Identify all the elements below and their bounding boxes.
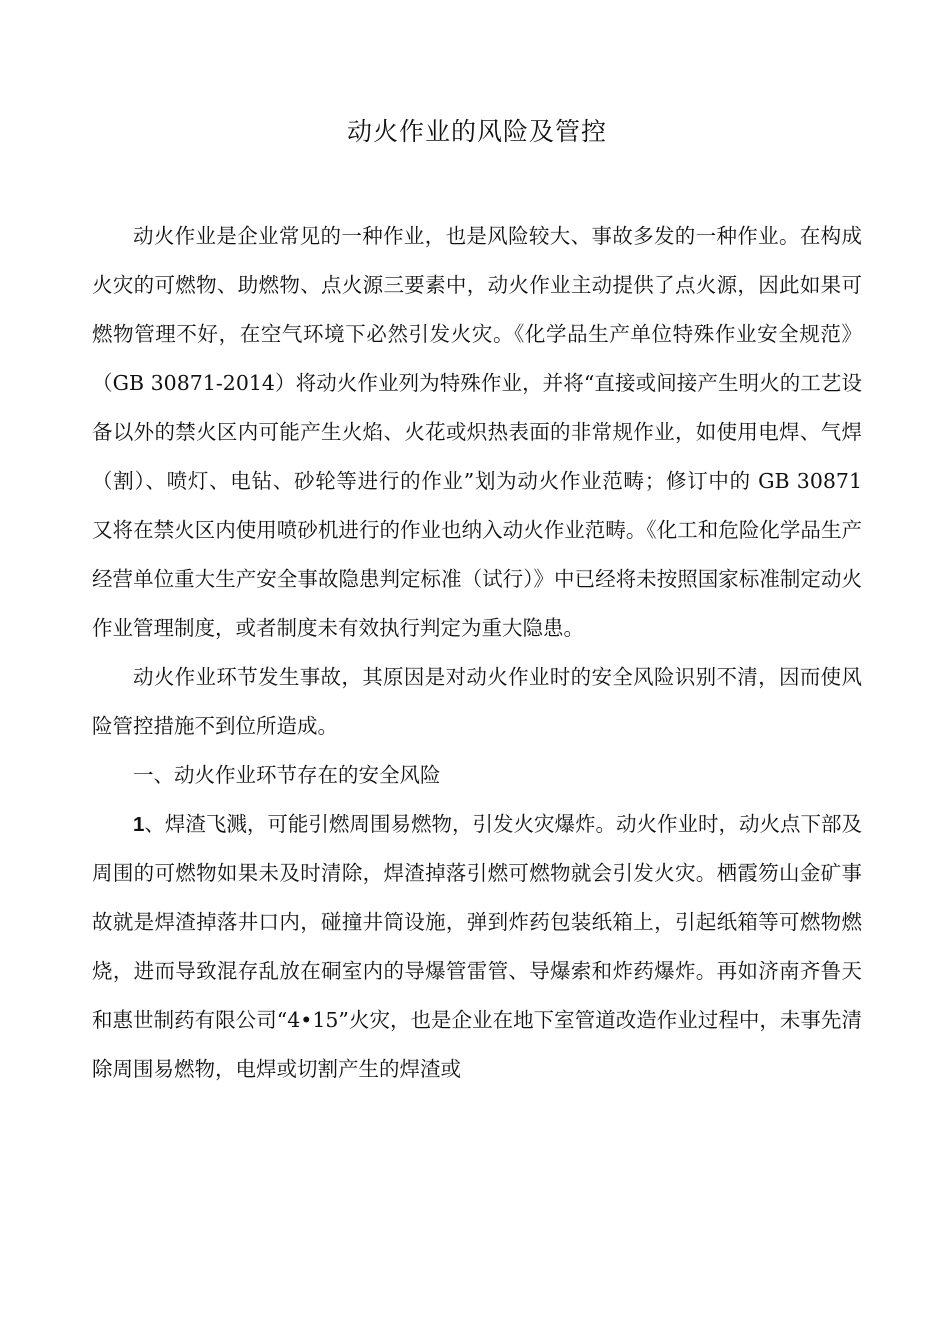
risk-item-1 (92, 800, 862, 1094)
intro-paragraph: 动火作业是企业常见的一种作业，也是风险较大、事故多发的一种作业。在构成火灾的可燃物、助燃物、点火源三要素中，动火作业主动提供了点火源，因此如果可燃物管理不好，在空气环境下必然引发火灾。《化学品生产单位特殊作业安全规范》（GB 30871-2014）将动火作业列为特殊作业，并将“直接或间接产生明火的工艺设备以外的禁火区内可能产生火焰、火花或炽热表面的非常规作业，如使用电焊、气焊（割）、喷灯、电钻、砂轮等进行的作业”划为动火作业范畴；修订中的 GB 30871 又将在禁火区内使用喷砂机进行的作业也纳入动火作业范畴。《化工和危险化学品生产经营单位重大生产安全事故隐患判定标准（试行）》中已经将未按照国家标准制定动火作业管理制度，或者制度未有效执行判定为重大隐患。 (92, 224, 862, 640)
document-body (92, 212, 862, 1094)
cause-paragraph: 动火作业环节发生事故，其原因是对动火作业时的安全风险识别不清，因而使风险管控措施不到位所造成。 (92, 665, 862, 738)
risk-item-1-number: 1 (133, 813, 145, 836)
document-title: 动火作业的风险及管控 (346, 117, 607, 146)
risk-item-1-text: 、焊渣飞溅，可能引燃周围易燃物，引发火灾爆炸。动火作业时，动火点下部及周围的可燃物如果未及时清除，焊渣掉落引燃可燃物就会引发火灾。栖霞笏山金矿事故就是焊渣掉落井口内，碰撞井筒设施，弹到炸药包装纸箱上，引起纸箱等可燃物燃烧，进而导致混存乱放在硐室内的导爆管雷管、导爆索和炸药爆炸。再如济南齐鲁天和惠世制药有限公司“4•15”火灾，也是企业在地下室管道改造作业过程中，未事先清除周围易燃物，电焊或切割产生的焊渣或 (92, 812, 862, 1081)
section-heading: 一、动火作业环节存在的安全风险 (133, 763, 441, 787)
